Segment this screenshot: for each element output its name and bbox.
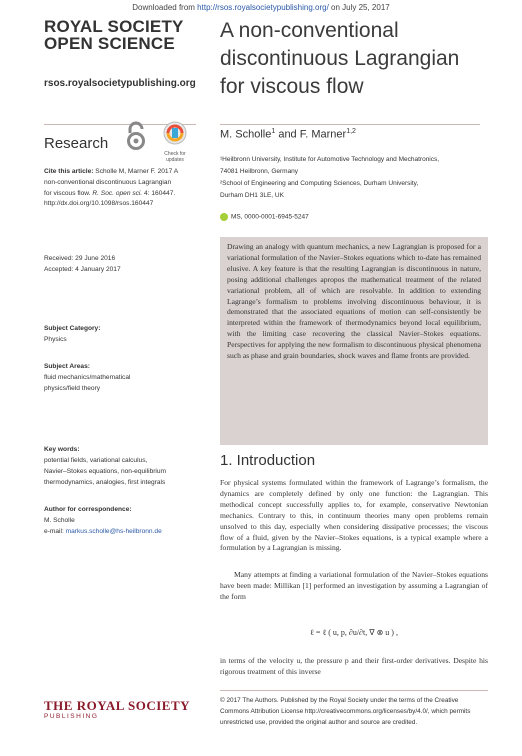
paragraph: For physical systems formulated within the framework of Lagrange’s formalism, the dynamics are completely defined by only one function: the Lagrangian. This methodical concept successfully applies to, for example, conservative Newtonian mechanics. Contrary to this, in continuum theories many open problems remain unsolved to this day, especially when considering dissipative processes; the viscous flow of a fluid, given by the Navier–Stokes equations, is a typical example where a formulation by a Lagrangian is missing. [220,478,488,553]
orcid-text: MS, 0000-0001-6945-5247 [231,213,309,221]
title-line: A non-conventional [220,19,399,42]
cite-text: Scholle M, Marner F. 2017 A [93,168,179,175]
received-date: Received: 29 June 2016 [44,255,116,262]
journal-logo [44,18,184,52]
download-url-link[interactable]: http://rsos.royalsocietypublishing.org/ [197,3,329,12]
paragraph: in terms of the velocity u, the pressure p and their first-order derivatives. Despite his rigorous treatment of this inverse [220,656,488,676]
download-prefix: Downloaded from [132,3,198,12]
divider [220,124,480,125]
author-name: M. Scholle [220,128,272,141]
affiliation-line: Durham DH1 3LE, UK [220,192,284,199]
journal-site: rsos.royalsocietypublishing.org [44,78,196,89]
correspondence-name: M. Scholle [44,517,75,524]
authors [220,128,356,141]
affiliations [220,154,490,202]
check-for-updates-button[interactable] [160,120,190,163]
open-access-icon [125,121,147,151]
subject-category-value: Physics [44,336,67,343]
journal-name-line2: OPEN SCIENCE [44,34,175,53]
dates [44,253,121,275]
keyword-line: potential fields, variational calculus, [44,457,148,464]
cite-doi-link[interactable]: http://dx.doi.org/10.1098/rsos.160447 [44,200,154,208]
orcid[interactable] [220,213,309,221]
keyword-line: Navier–Stokes equations, non-equilibrium [44,468,167,475]
title-line: discontinuous Lagrangian [220,47,460,70]
publishing-label: PUBLISHING [44,713,99,720]
affiliation-line: 74081 Heilbronn, Germany [220,168,299,175]
email-label: e-mail: [44,528,66,535]
author-affil-sup: 1,2 [346,128,356,135]
journal-name-line1: ROYAL SOCIETY [44,17,184,36]
author-and: and [275,128,300,141]
keywords-head: Key words: [44,446,80,453]
cite-volume: 4: 160447. [142,189,176,197]
article-type: Research [44,135,109,152]
license-notice: © 2017 The Authors. Published by the Royal Society under the terms of the Creative Commons Attribution License http://creativecommons.org/licenses/by/4.0/, which permits unrestricted use, provided the original author and source are credited. [220,690,488,736]
correspondence-email [44,526,214,537]
equation: ℓ = ℓ ( u, p, ∂u/∂t, ∇ ⊗ u ) , [310,628,398,637]
orcid-icon [220,213,228,221]
title-line: for viscous flow [220,75,364,98]
subject-category [44,323,194,345]
email-link[interactable]: markus.scholle@hs-heilbronn.de [65,528,162,535]
paragraph: Many attempts at finding a variational formulation of the Navier–Stokes equations have been made: Millikan [1] performed an investigation by assuming a Lagrangian of the form [220,570,488,601]
download-suffix: on July 25, 2017 [328,3,390,12]
keyword-line: thermodynamics, analogies, first integrals [44,479,166,486]
subject-areas [44,361,194,394]
affiliation-line: ²School of Engineering and Computing Sciences, Durham University, [220,180,419,187]
citation [44,167,194,210]
check-updates-label: Check for updates [164,151,186,163]
article-title [220,17,500,101]
check-updates-icon [160,120,190,146]
author-affil-sup: 1 [271,128,276,135]
cite-text: for viscous flow. [44,189,93,197]
abstract: Drawing an analogy with quantum mechanics, a new Lagrangian is proposed for a variational formulation of the Navier–Stokes equations which to-date has remained elusive. A key feature is that the resulting Lagrangian is discontinuous in nature, posing additional challenges apropos the mathematical treatment of the related variational problem, all of which are resolvable. In addition to extending Lagrange’s formalism to problems involving discontinuous behaviour, it is demonstrated that the associated equations of motion can self-consistently be interpreted within the framework of thermodynamics beyond local equilibrium, with the limiting case recovering the classical Navier–Stokes equations. Perspectives for applying the new formalism to discontinuous physical phenomena such as phase and grain boundaries, shock waves and flame fronts are provided. [220,237,488,445]
subject-category-head: Subject Category: [44,325,101,332]
cite-journal: R. Soc. open sci. [92,189,143,197]
accepted-date: Accepted: 4 January 2017 [44,266,121,273]
cite-label: Cite this article: [44,168,94,175]
keywords [44,444,194,488]
subject-area: fluid mechanics/mathematical [44,374,131,381]
royal-society-logo: THE ROYAL SOCIETY [44,698,191,713]
subject-areas-head: Subject Areas: [44,363,90,370]
download-notice [0,3,522,12]
affiliation-line: ¹Heilbronn University, Institute for Automotive Technology and Mechatronics, [220,156,440,163]
subject-area: physics/field theory [44,385,101,392]
author-name: F. Marner [299,128,347,141]
cite-text: non-conventional discontinuous Lagrangian [44,178,172,186]
section-heading: 1. Introduction [220,452,316,469]
correspondence-head: Author for correspondence: [44,506,132,513]
correspondence [44,504,214,537]
